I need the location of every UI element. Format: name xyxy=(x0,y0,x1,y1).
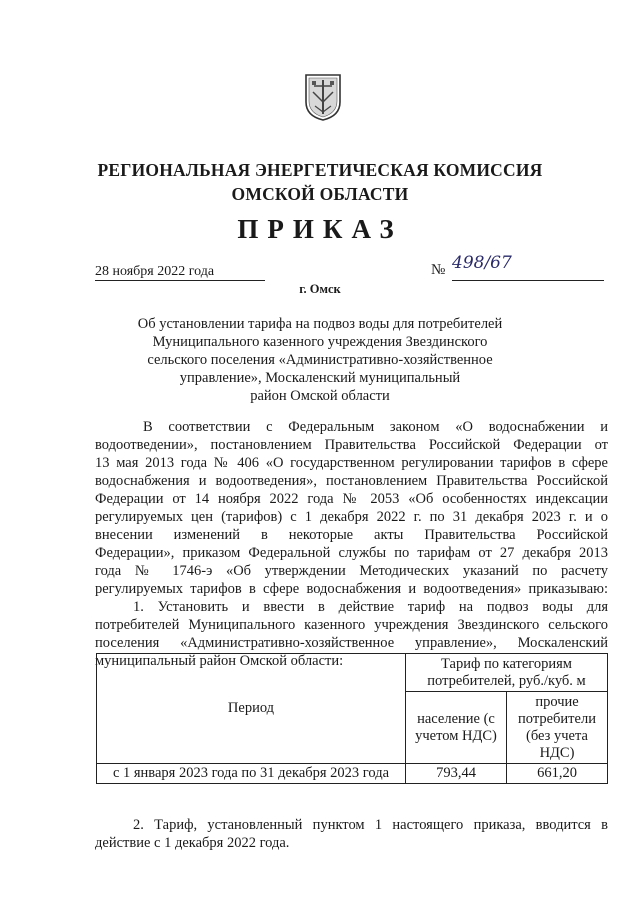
org-name-line-1: РЕГИОНАЛЬНАЯ ЭНЕРГЕТИЧЕСКАЯ КОМИССИЯ xyxy=(97,160,543,180)
preamble-line: 13 мая 2013 года № 406 «О государственном регулировании тарифов в сфере xyxy=(95,455,608,471)
omsk-coat-of-arms-emblem xyxy=(303,72,343,122)
date-underline xyxy=(95,280,265,281)
item-1-line: 1. Установить и ввести в действие тариф на подвоз воды для xyxy=(133,599,608,615)
preamble-line: регулируемых цен (тарифов) с 1 декабря 2022 г. по 31 декабря 2023 г. и о xyxy=(95,509,608,525)
other-consumers-column-header: прочие потребители (без учета НДС) xyxy=(507,692,608,764)
item-2-line: 2. Тариф, установленный пунктом 1 настоящего приказа, вводится в xyxy=(133,817,608,833)
population-tariff-cell: 793,44 xyxy=(406,764,507,784)
preamble-line: водоснабжения и водоотведения», постановлением Правительства Российской xyxy=(95,473,608,489)
item-1-line: потребителей Муниципального казенного учреждения Звездинского сельского xyxy=(95,617,608,633)
period-cell: с 1 января 2023 года по 31 декабря 2023 года xyxy=(97,764,406,784)
order-subject xyxy=(120,315,520,405)
tariff-table xyxy=(96,653,608,784)
preamble-line: регулируемых тарифов в сфере водоснабжения и водоотведения» приказываю: xyxy=(95,581,608,597)
org-name-line-2: ОМСКОЙ ОБЛАСТИ xyxy=(231,184,409,204)
subject-line: район Омской области xyxy=(250,388,390,404)
period-column-header: Период xyxy=(97,654,406,764)
item-1-line: поселения «Административно-хозяйственное управление», Москаленский xyxy=(95,635,608,651)
population-column-header: население (с учетом НДС) xyxy=(406,692,507,764)
subject-line: сельского поселения «Административно-хозяйственное xyxy=(147,352,493,368)
subject-line: управление», Москаленский муниципальный xyxy=(179,370,461,386)
table-row xyxy=(97,764,608,784)
item-1-line: муниципальный район Омской области: xyxy=(95,653,344,669)
preamble-line: Федерации от 14 ноября 2022 года № 2053 «Об особенностях индексации xyxy=(95,491,608,507)
other-tariff-cell: 661,20 xyxy=(507,764,608,784)
document-type-title: ПРИКАЗ xyxy=(237,214,403,244)
preamble-line: водоотведении», постановлением Правительства Российской Федерации от xyxy=(95,437,608,453)
order-date: 28 ноября 2022 года xyxy=(95,264,215,279)
preamble-paragraph xyxy=(95,418,608,598)
subject-line: Муниципального казенного учреждения Звездинского xyxy=(152,334,488,350)
order-number-label: № xyxy=(431,262,446,278)
preamble-line: внесении изменений в некоторые акты Правительства Российской xyxy=(95,527,608,543)
preamble-line: года № 1746-э «Об утверждении Методических указаний по расчету xyxy=(95,563,608,579)
preamble-line: Федерации», приказом Федеральной службы по тарифам от 27 декабря 2013 xyxy=(95,545,608,561)
item-2-line: действие с 1 декабря 2022 года. xyxy=(95,835,290,851)
item-2-paragraph xyxy=(95,816,608,852)
subject-line: Об установлении тарифа на подвоз воды для потребителей xyxy=(137,316,503,332)
number-underline xyxy=(452,280,604,281)
order-number-handwritten: 498/67 xyxy=(452,253,512,273)
issue-city: г. Омск xyxy=(299,282,341,296)
preamble-line: В соответствии с Федеральным законом «О водоснабжении и xyxy=(143,419,608,435)
tariff-group-header: Тариф по категориям потребителей, руб./куб. м xyxy=(406,654,608,692)
